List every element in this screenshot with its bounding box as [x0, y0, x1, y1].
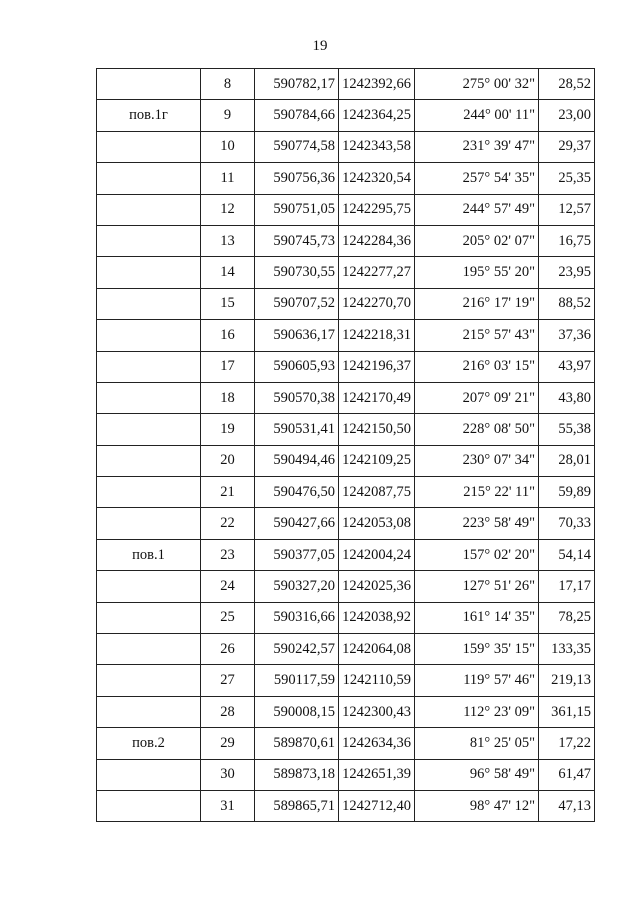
point-number-cell: 24 [201, 571, 255, 602]
table-row [97, 539, 595, 570]
x-coordinate-cell: 590008,15 [255, 696, 339, 727]
table-row [97, 665, 595, 696]
y-coordinate-cell: 1242170,49 [339, 382, 415, 413]
table-row [97, 602, 595, 633]
distance-cell: 55,38 [539, 414, 595, 445]
distance-cell: 219,13 [539, 665, 595, 696]
distance-cell: 78,25 [539, 602, 595, 633]
direction-angle-cell: 215° 22' 11" [415, 477, 539, 508]
table-row [97, 194, 595, 225]
table-row [97, 790, 595, 821]
y-coordinate-cell: 1242110,59 [339, 665, 415, 696]
distance-cell: 88,52 [539, 288, 595, 319]
point-number-cell: 11 [201, 163, 255, 194]
y-coordinate-cell: 1242634,36 [339, 728, 415, 759]
point-number-cell: 22 [201, 508, 255, 539]
direction-angle-cell: 161° 14' 35" [415, 602, 539, 633]
direction-angle-cell: 205° 02' 07" [415, 225, 539, 256]
table-row [97, 131, 595, 162]
distance-cell: 54,14 [539, 539, 595, 570]
distance-cell: 25,35 [539, 163, 595, 194]
direction-angle-cell: 230° 07' 34" [415, 445, 539, 476]
x-coordinate-cell: 590242,57 [255, 634, 339, 665]
table-row [97, 163, 595, 194]
y-coordinate-cell: 1242196,37 [339, 351, 415, 382]
turn-label-cell [97, 790, 201, 821]
y-coordinate-cell: 1242651,39 [339, 759, 415, 790]
table-row [97, 69, 595, 100]
direction-angle-cell: 96° 58' 49" [415, 759, 539, 790]
y-coordinate-cell: 1242038,92 [339, 602, 415, 633]
table-row [97, 225, 595, 256]
distance-cell: 28,01 [539, 445, 595, 476]
direction-angle-cell: 216° 03' 15" [415, 351, 539, 382]
point-number-cell: 10 [201, 131, 255, 162]
x-coordinate-cell: 590427,66 [255, 508, 339, 539]
turn-label-cell [97, 508, 201, 539]
direction-angle-cell: 223° 58' 49" [415, 508, 539, 539]
turn-label-cell: пов.1 [97, 539, 201, 570]
y-coordinate-cell: 1242295,75 [339, 194, 415, 225]
y-coordinate-cell: 1242712,40 [339, 790, 415, 821]
point-number-cell: 15 [201, 288, 255, 319]
x-coordinate-cell: 590784,66 [255, 100, 339, 131]
point-number-cell: 19 [201, 414, 255, 445]
x-coordinate-cell: 590316,66 [255, 602, 339, 633]
x-coordinate-cell: 590745,73 [255, 225, 339, 256]
direction-angle-cell: 216° 17' 19" [415, 288, 539, 319]
turn-label-cell [97, 288, 201, 319]
x-coordinate-cell: 589865,71 [255, 790, 339, 821]
direction-angle-cell: 195° 55' 20" [415, 257, 539, 288]
x-coordinate-cell: 590117,59 [255, 665, 339, 696]
turn-label-cell [97, 69, 201, 100]
distance-cell: 133,35 [539, 634, 595, 665]
page-number: 19 [312, 38, 328, 54]
point-number-cell: 29 [201, 728, 255, 759]
table-row [97, 508, 595, 539]
turn-label-cell [97, 163, 201, 194]
direction-angle-cell: 257° 54' 35" [415, 163, 539, 194]
x-coordinate-cell: 590327,20 [255, 571, 339, 602]
distance-cell: 16,75 [539, 225, 595, 256]
table-row [97, 351, 595, 382]
y-coordinate-cell: 1242320,54 [339, 163, 415, 194]
table-row [97, 477, 595, 508]
direction-angle-cell: 228° 08' 50" [415, 414, 539, 445]
x-coordinate-cell: 590531,41 [255, 414, 339, 445]
x-coordinate-cell: 590707,52 [255, 288, 339, 319]
x-coordinate-cell: 590605,93 [255, 351, 339, 382]
turn-label-cell [97, 602, 201, 633]
point-number-cell: 16 [201, 320, 255, 351]
x-coordinate-cell: 590476,50 [255, 477, 339, 508]
x-coordinate-cell: 590774,58 [255, 131, 339, 162]
y-coordinate-cell: 1242064,08 [339, 634, 415, 665]
x-coordinate-cell: 589873,18 [255, 759, 339, 790]
direction-angle-cell: 275° 00' 32" [415, 69, 539, 100]
point-number-cell: 13 [201, 225, 255, 256]
table-row [97, 696, 595, 727]
turn-label-cell [97, 665, 201, 696]
point-number-cell: 30 [201, 759, 255, 790]
y-coordinate-cell: 1242004,24 [339, 539, 415, 570]
point-number-cell: 25 [201, 602, 255, 633]
table-row [97, 382, 595, 413]
table-row [97, 634, 595, 665]
distance-cell: 17,17 [539, 571, 595, 602]
coordinates-table [96, 68, 595, 822]
point-number-cell: 14 [201, 257, 255, 288]
direction-angle-cell: 244° 57' 49" [415, 194, 539, 225]
direction-angle-cell: 207° 09' 21" [415, 382, 539, 413]
y-coordinate-cell: 1242150,50 [339, 414, 415, 445]
y-coordinate-cell: 1242270,70 [339, 288, 415, 319]
table-row [97, 571, 595, 602]
y-coordinate-cell: 1242392,66 [339, 69, 415, 100]
turn-label-cell: пов.2 [97, 728, 201, 759]
distance-cell: 361,15 [539, 696, 595, 727]
point-number-cell: 21 [201, 477, 255, 508]
direction-angle-cell: 119° 57' 46" [415, 665, 539, 696]
y-coordinate-cell: 1242109,25 [339, 445, 415, 476]
distance-cell: 17,22 [539, 728, 595, 759]
turn-label-cell [97, 351, 201, 382]
table-row [97, 257, 595, 288]
table-row [97, 445, 595, 476]
y-coordinate-cell: 1242284,36 [339, 225, 415, 256]
y-coordinate-cell: 1242087,75 [339, 477, 415, 508]
direction-angle-cell: 112° 23' 09" [415, 696, 539, 727]
x-coordinate-cell: 590756,36 [255, 163, 339, 194]
turn-label-cell [97, 131, 201, 162]
turn-label-cell [97, 414, 201, 445]
distance-cell: 59,89 [539, 477, 595, 508]
y-coordinate-cell: 1242343,58 [339, 131, 415, 162]
turn-label-cell [97, 445, 201, 476]
table-row [97, 414, 595, 445]
x-coordinate-cell: 590782,17 [255, 69, 339, 100]
point-number-cell: 27 [201, 665, 255, 696]
turn-label-cell [97, 320, 201, 351]
y-coordinate-cell: 1242025,36 [339, 571, 415, 602]
direction-angle-cell: 81° 25' 05" [415, 728, 539, 759]
x-coordinate-cell: 590636,17 [255, 320, 339, 351]
table-row [97, 100, 595, 131]
turn-label-cell [97, 696, 201, 727]
y-coordinate-cell: 1242364,25 [339, 100, 415, 131]
distance-cell: 43,80 [539, 382, 595, 413]
x-coordinate-cell: 590730,55 [255, 257, 339, 288]
point-number-cell: 18 [201, 382, 255, 413]
x-coordinate-cell: 590494,46 [255, 445, 339, 476]
turn-label-cell [97, 571, 201, 602]
distance-cell: 23,00 [539, 100, 595, 131]
point-number-cell: 20 [201, 445, 255, 476]
point-number-cell: 31 [201, 790, 255, 821]
x-coordinate-cell: 590570,38 [255, 382, 339, 413]
direction-angle-cell: 98° 47' 12" [415, 790, 539, 821]
direction-angle-cell: 244° 00' 11" [415, 100, 539, 131]
distance-cell: 70,33 [539, 508, 595, 539]
direction-angle-cell: 231° 39' 47" [415, 131, 539, 162]
distance-cell: 43,97 [539, 351, 595, 382]
point-number-cell: 12 [201, 194, 255, 225]
turn-label-cell [97, 634, 201, 665]
table-row [97, 759, 595, 790]
distance-cell: 23,95 [539, 257, 595, 288]
distance-cell: 47,13 [539, 790, 595, 821]
point-number-cell: 28 [201, 696, 255, 727]
y-coordinate-cell: 1242300,43 [339, 696, 415, 727]
turn-label-cell [97, 194, 201, 225]
y-coordinate-cell: 1242053,08 [339, 508, 415, 539]
distance-cell: 29,37 [539, 131, 595, 162]
y-coordinate-cell: 1242277,27 [339, 257, 415, 288]
table-row [97, 288, 595, 319]
distance-cell: 28,52 [539, 69, 595, 100]
y-coordinate-cell: 1242218,31 [339, 320, 415, 351]
table-row [97, 320, 595, 351]
turn-label-cell: пов.1г [97, 100, 201, 131]
point-number-cell: 17 [201, 351, 255, 382]
point-number-cell: 9 [201, 100, 255, 131]
turn-label-cell [97, 477, 201, 508]
turn-label-cell [97, 257, 201, 288]
turn-label-cell [97, 382, 201, 413]
direction-angle-cell: 159° 35' 15" [415, 634, 539, 665]
x-coordinate-cell: 590377,05 [255, 539, 339, 570]
direction-angle-cell: 215° 57' 43" [415, 320, 539, 351]
direction-angle-cell: 127° 51' 26" [415, 571, 539, 602]
point-number-cell: 8 [201, 69, 255, 100]
table-row [97, 728, 595, 759]
x-coordinate-cell: 589870,61 [255, 728, 339, 759]
point-number-cell: 23 [201, 539, 255, 570]
turn-label-cell [97, 225, 201, 256]
x-coordinate-cell: 590751,05 [255, 194, 339, 225]
turn-label-cell [97, 759, 201, 790]
distance-cell: 61,47 [539, 759, 595, 790]
distance-cell: 12,57 [539, 194, 595, 225]
direction-angle-cell: 157° 02' 20" [415, 539, 539, 570]
distance-cell: 37,36 [539, 320, 595, 351]
point-number-cell: 26 [201, 634, 255, 665]
